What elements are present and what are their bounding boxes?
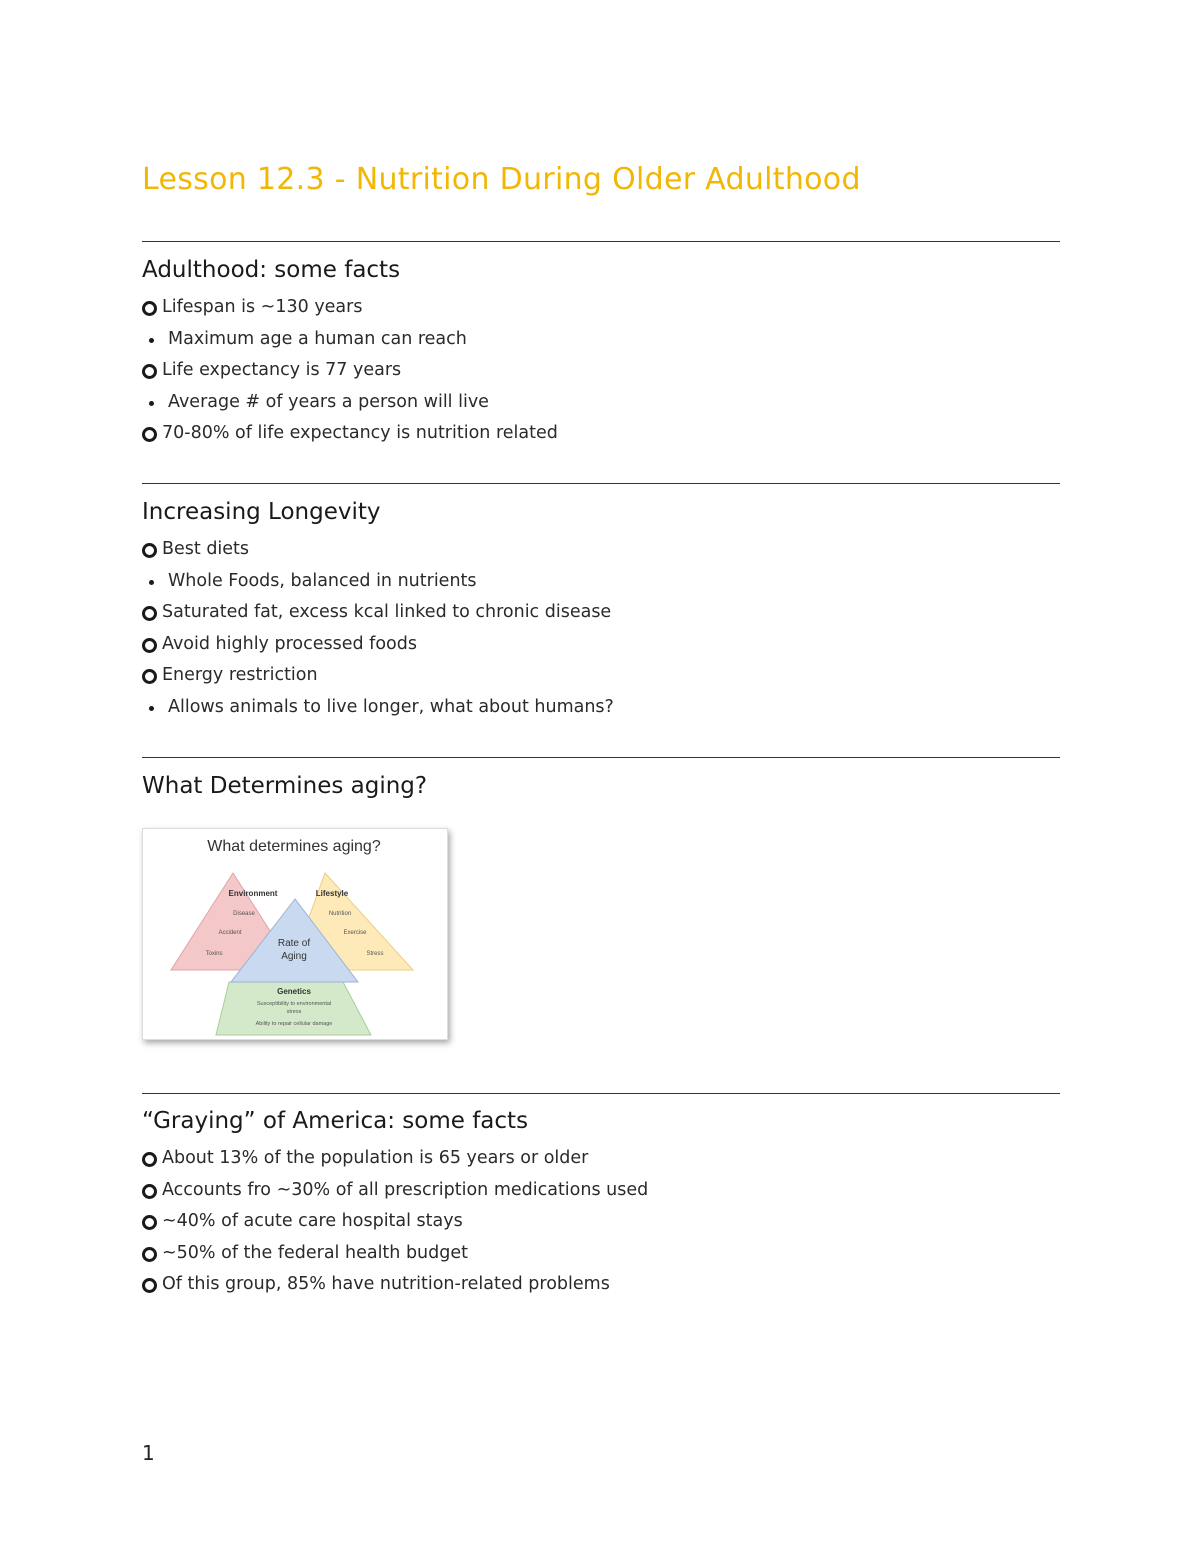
ring-bullet-icon [142, 606, 157, 621]
section-what-determines-aging [142, 768, 1060, 808]
sub-list-item-text: Allows animals to live longer, what about humans? [168, 696, 614, 717]
section-heading: What Determines aging? [142, 773, 428, 799]
list-item-text: About 13% of the population is 65 years or older [162, 1148, 589, 1168]
list-item [142, 660, 1060, 692]
section-increasing-longevity [142, 494, 1060, 723]
list-item-text: Energy restriction [162, 665, 318, 685]
ring-bullet-icon [142, 1184, 157, 1199]
list-item-text: Life expectancy is 77 years [162, 360, 402, 380]
list-item-text: Saturated fat, excess kcal linked to chronic disease [162, 602, 612, 622]
diagram-title: What determines aging? [207, 838, 381, 855]
ring-bullet-icon [142, 427, 157, 442]
genetics-item: stress [286, 1009, 302, 1015]
section-heading: “Graying” of America: some facts [142, 1108, 529, 1134]
ring-bullet-icon [142, 638, 157, 653]
sub-list-item [142, 692, 1060, 724]
section-graying-of-america [142, 1103, 1060, 1301]
list-item [142, 355, 1060, 387]
sub-list-item [142, 324, 1060, 356]
list-item [142, 1238, 1060, 1270]
section-divider [142, 757, 1060, 758]
section-divider [142, 1093, 1060, 1094]
sub-bullet-list [142, 566, 1060, 598]
section-divider [142, 483, 1060, 484]
ring-bullet-icon [142, 1278, 157, 1293]
sub-list-item-text: Whole Foods, balanced in nutrients [168, 570, 477, 591]
list-item-text: Accounts fro ~30% of all prescription medications used [162, 1179, 649, 1200]
lifestyle-item: Exercise [343, 930, 367, 936]
section-adulthood-facts [142, 252, 1060, 450]
bullet-list [142, 292, 1060, 450]
section-heading: Adulthood: some facts [142, 257, 401, 283]
genetics-item: Ability to repair cellular damage [255, 1021, 333, 1027]
list-item [142, 418, 1060, 450]
ring-bullet-icon [142, 1152, 157, 1167]
lifestyle-label: Lifestyle [315, 889, 349, 898]
rate-of-aging-label: Aging [281, 951, 307, 962]
list-item [142, 629, 1060, 661]
dot-bullet-icon [149, 338, 154, 343]
environment-label: Environment [228, 889, 278, 898]
list-item [142, 534, 1060, 566]
environment-item: Disease [233, 911, 255, 917]
sub-list-item [142, 387, 1060, 419]
ring-bullet-icon [142, 301, 157, 316]
list-item [142, 292, 1060, 324]
list-item-text: ~40% of acute care hospital stays [162, 1211, 463, 1231]
rate-of-aging-label: Rate of [277, 938, 311, 949]
list-item-text: Best diets [162, 539, 250, 559]
ring-bullet-icon [142, 1247, 157, 1262]
page-title: Lesson 12.3 - Nutrition During Older Adulthood [142, 162, 861, 197]
sub-bullet-list [142, 387, 1060, 419]
bullet-list [142, 1143, 1060, 1301]
aging-diagram-svg [143, 829, 447, 1039]
dot-bullet-icon [149, 580, 154, 585]
page-number: 1 [142, 1441, 155, 1465]
section-heading: Increasing Longevity [142, 499, 381, 525]
list-item [142, 1143, 1060, 1175]
environment-item: Accident [218, 930, 242, 936]
list-item-text: 70-80% of life expectancy is nutrition related [162, 423, 558, 443]
list-item [142, 1175, 1060, 1207]
sub-bullet-list [142, 324, 1060, 356]
ring-bullet-icon [142, 1215, 157, 1230]
list-item-text: Avoid highly processed foods [162, 633, 417, 654]
bullet-list [142, 534, 1060, 723]
list-item-text: Lifespan is ~130 years [162, 297, 363, 317]
dot-bullet-icon [149, 401, 154, 406]
dot-bullet-icon [149, 706, 154, 711]
ring-bullet-icon [142, 364, 157, 379]
section-divider [142, 241, 1060, 242]
lifestyle-item: Stress [366, 951, 384, 957]
genetics-label: Genetics [277, 987, 311, 996]
sub-list-item-text: Average # of years a person will live [168, 391, 489, 412]
ring-bullet-icon [142, 543, 157, 558]
list-item [142, 1206, 1060, 1238]
sub-bullet-list [142, 692, 1060, 724]
environment-item: Toxins [205, 951, 223, 957]
aging-diagram [142, 828, 448, 1040]
list-item [142, 1269, 1060, 1301]
ring-bullet-icon [142, 669, 157, 684]
list-item-text: ~50% of the federal health budget [162, 1242, 468, 1263]
lifestyle-item: Nutrition [328, 911, 352, 917]
list-item [142, 597, 1060, 629]
sub-list-item [142, 566, 1060, 598]
list-item-text: Of this group, 85% have nutrition-related problems [162, 1274, 610, 1294]
sub-list-item-text: Maximum age a human can reach [168, 328, 467, 349]
genetics-item: Susceptibility to environmental [256, 1001, 332, 1007]
